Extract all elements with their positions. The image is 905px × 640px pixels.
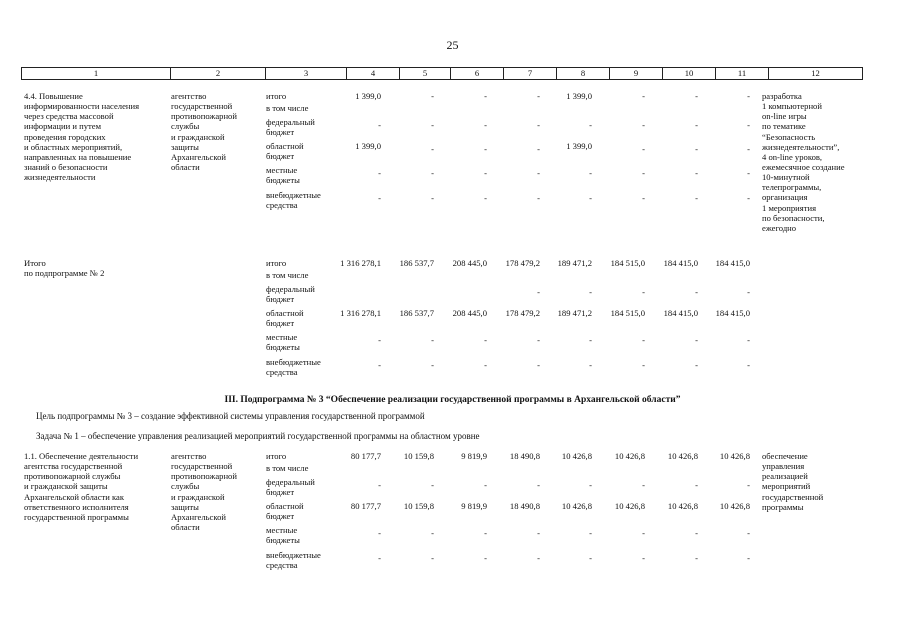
block-4-4-value: - — [642, 168, 645, 178]
block-total-sub2-value: 208 445,0 — [452, 308, 487, 318]
block-4-4-value: - — [431, 144, 434, 154]
block-total-sub2-value: - — [589, 335, 592, 345]
block-4-4-source-label: федеральный бюджет — [266, 117, 315, 138]
block-4-4-value: - — [378, 120, 381, 130]
block-1-1-executor: агентство государственной противопожарной службы и гражданской защиты Архангельской области — [171, 451, 237, 532]
block-1-1-value: - — [695, 480, 698, 490]
block-total-sub2-value: - — [747, 360, 750, 370]
block-1-1-source-label: внебюджетные средства — [266, 550, 321, 571]
block-total-sub2-value: - — [695, 335, 698, 345]
block-total-sub2-value: 186 537,7 — [399, 258, 434, 268]
block-1-1-value: - — [484, 480, 487, 490]
block-1-1-value: 10 426,8 — [614, 501, 645, 511]
block-total-sub2-value: - — [642, 287, 645, 297]
block-4-4-value: - — [378, 193, 381, 203]
block-1-1-source-label: местные бюджеты — [266, 525, 300, 546]
block-4-4-value: 1 399,0 — [566, 141, 592, 151]
block-4-4-result: разработка 1 компьютерной on-line игры по тематике “Безопасность жизнедеятельности”, 4 on-line уроков, ежемесячное создание 10-минутной телепрограммы, организация 1 мероприятия по безопасности, ежегодно — [762, 91, 845, 233]
block-total-sub2-value: - — [642, 360, 645, 370]
block-total-sub2-value: - — [537, 335, 540, 345]
block-4-4-value: 1 399,0 — [566, 91, 592, 101]
block-4-4-value: - — [484, 168, 487, 178]
block-1-1-value: - — [484, 528, 487, 538]
block-1-1-value: 80 177,7 — [350, 501, 381, 511]
block-4-4-value: - — [589, 168, 592, 178]
block-1-1-value: - — [642, 480, 645, 490]
block-4-4-value: - — [537, 168, 540, 178]
block-total-sub2-value: - — [378, 335, 381, 345]
block-4-4-source-label: итого — [266, 91, 287, 101]
col-header-12: 12 — [769, 68, 863, 80]
block-total-sub2-value: 189 471,2 — [557, 258, 592, 268]
block-1-1-value: 80 177,7 — [350, 451, 381, 461]
block-4-4-value: - — [747, 144, 750, 154]
block-total-sub2-value: - — [589, 360, 592, 370]
block-1-1-value: 10 426,8 — [614, 451, 645, 461]
block-1-1-value: - — [747, 480, 750, 490]
col-header-5: 5 — [400, 68, 451, 80]
goal-text: Цель подпрограммы № 3 – создание эффективной системы управления государственной программой — [36, 411, 425, 421]
block-4-4-value: 1 399,0 — [355, 91, 381, 101]
block-1-1-value: 18 490,8 — [509, 501, 540, 511]
block-total-sub2-value: - — [378, 360, 381, 370]
block-4-4-value: 1 399,0 — [355, 141, 381, 151]
block-1-1-value: - — [642, 553, 645, 563]
block-1-1-value: - — [589, 528, 592, 538]
block-4-4-source-label: областной бюджет — [266, 141, 304, 162]
block-1-1-value: - — [378, 553, 381, 563]
block-1-1-value: 10 159,8 — [403, 451, 434, 461]
block-4-4-value: - — [642, 91, 645, 101]
block-1-1-value: - — [537, 480, 540, 490]
block-4-4-source-label: местные бюджеты — [266, 165, 300, 186]
block-total-sub2-value: - — [589, 287, 592, 297]
block-1-1-value: 10 426,8 — [667, 501, 698, 511]
block-1-1-value: 18 490,8 — [509, 451, 540, 461]
block-1-1-value: - — [537, 528, 540, 538]
block-total-sub2-value: - — [747, 335, 750, 345]
block-total-sub2-value: - — [537, 287, 540, 297]
block-1-1-value: 10 426,8 — [561, 451, 592, 461]
block-4-4-value: - — [537, 91, 540, 101]
block-total-sub2-value: 184 415,0 — [663, 258, 698, 268]
block-total-sub2-value: 1 316 278,1 — [340, 308, 381, 318]
column-header-row — [21, 67, 863, 80]
block-4-4-value: - — [484, 193, 487, 203]
block-4-4-value: - — [431, 91, 434, 101]
block-4-4-value: - — [642, 193, 645, 203]
block-4-4-value: - — [695, 193, 698, 203]
block-total-sub2-value: - — [695, 287, 698, 297]
block-1-1-value: - — [695, 528, 698, 538]
block-1-1-value: - — [747, 528, 750, 538]
block-1-1-value: - — [378, 480, 381, 490]
block-total-sub2-value: 184 415,0 — [663, 308, 698, 318]
block-total-sub2-source-label: областной бюджет — [266, 308, 304, 329]
block-4-4-value: - — [747, 168, 750, 178]
block-4-4-value: - — [695, 168, 698, 178]
block-total-sub2-value: - — [695, 360, 698, 370]
block-1-1-result: обеспечение управления реализацией мероприятий государственной программы — [762, 451, 824, 512]
block-total-sub2-value: 208 445,0 — [452, 258, 487, 268]
block-total-sub2-value: 184 415,0 — [715, 258, 750, 268]
block-1-1-value: 10 426,8 — [719, 501, 750, 511]
block-1-1-value: - — [589, 553, 592, 563]
block-1-1-value: 10 426,8 — [561, 501, 592, 511]
page-number: 25 — [446, 38, 459, 52]
block-total-sub2-value: - — [642, 335, 645, 345]
block-1-1-source-label: областной бюджет — [266, 501, 304, 522]
block-1-1-value: - — [431, 480, 434, 490]
block-1-1-value: - — [484, 553, 487, 563]
block-4-4-value: - — [695, 144, 698, 154]
block-4-4-value: - — [537, 144, 540, 154]
block-4-4-activity: 4.4. Повышение информированности населения через средства массовой информации и путем проведения городских и областных мероприятий, направленных на повышение знаний о безопасности жизнедеятельности — [24, 91, 140, 183]
block-4-4-value: - — [484, 144, 487, 154]
block-1-1-value: - — [431, 553, 434, 563]
block-total-sub2-value: 189 471,2 — [557, 308, 592, 318]
block-4-4-executor: агентство государственной противопожарной службы и гражданской защиты Архангельской области — [171, 91, 237, 172]
col-header-4: 4 — [347, 68, 400, 80]
block-4-4-value: - — [484, 120, 487, 130]
block-4-4-value: - — [747, 120, 750, 130]
block-total-sub2-value: 184 515,0 — [610, 258, 645, 268]
block-total-sub2-value: - — [747, 287, 750, 297]
block-4-4-value: - — [642, 144, 645, 154]
block-1-1-value: - — [642, 528, 645, 538]
block-4-4-value: - — [589, 193, 592, 203]
col-header-2: 2 — [171, 68, 266, 80]
block-total-sub2-value: - — [484, 360, 487, 370]
block-4-4-value: - — [747, 91, 750, 101]
block-4-4-value: - — [431, 193, 434, 203]
section-title: III. Подпрограмма № 3 “Обеспечение реализации государственной программы в Архангельской области” — [224, 395, 681, 405]
block-1-1-source-label: итого — [266, 451, 287, 461]
block-1-1-value: - — [695, 553, 698, 563]
block-1-1-value: - — [589, 480, 592, 490]
block-1-1-source-label: федеральный бюджет — [266, 477, 315, 498]
block-total-sub2-value: - — [431, 335, 434, 345]
col-header-8: 8 — [557, 68, 610, 80]
block-1-1-activity: 1.1. Обеспечение деятельности агентства государственной противопожарной службы и гражданской защиты Архангельской области как ответственного исполнителя государственной программы — [24, 451, 139, 522]
block-total-sub2-value: - — [537, 360, 540, 370]
block-4-4-value: - — [431, 168, 434, 178]
block-1-1-value: 10 159,8 — [403, 501, 434, 511]
block-total-sub2-value: 184 415,0 — [715, 308, 750, 318]
col-header-11: 11 — [716, 68, 769, 80]
col-header-6: 6 — [451, 68, 504, 80]
block-total-sub2-value: 178 479,2 — [505, 258, 540, 268]
block-4-4-source-label: в том числе — [266, 103, 309, 113]
block-total-sub2-source-label: итого — [266, 258, 287, 268]
block-total-sub2-value: 184 515,0 — [610, 308, 645, 318]
block-1-1-value: - — [747, 553, 750, 563]
block-total-sub2-source-label: местные бюджеты — [266, 332, 300, 353]
block-4-4-value: - — [589, 120, 592, 130]
block-total-sub2-source-label: федеральный бюджет — [266, 284, 315, 305]
block-4-4-value: - — [642, 120, 645, 130]
block-1-1-value: - — [537, 553, 540, 563]
col-header-1: 1 — [22, 68, 171, 80]
block-1-1-source-label: в том числе — [266, 463, 309, 473]
block-total-sub2-value: - — [484, 335, 487, 345]
block-total-sub2-value: 1 316 278,1 — [340, 258, 381, 268]
block-total-sub2-value: 186 537,7 — [399, 308, 434, 318]
task-text: Задача № 1 – обеспечение управления реализацией мероприятий государственной программы на областном уровне — [36, 431, 480, 441]
block-total-sub2-value: - — [431, 360, 434, 370]
col-header-9: 9 — [610, 68, 663, 80]
block-1-1-value: 10 426,8 — [719, 451, 750, 461]
col-header-3: 3 — [266, 68, 347, 80]
block-1-1-value: 10 426,8 — [667, 451, 698, 461]
block-4-4-value: - — [431, 120, 434, 130]
block-4-4-source-label: внебюджетные средства — [266, 190, 321, 211]
col-header-7: 7 — [504, 68, 557, 80]
block-total-sub2-source-label: в том числе — [266, 270, 309, 280]
block-total-sub2-source-label: внебюджетные средства — [266, 357, 321, 378]
block-1-1-value: 9 819,9 — [461, 451, 487, 461]
block-4-4-value: - — [378, 168, 381, 178]
block-total-sub2-activity: Итого по подпрограмме № 2 — [24, 258, 105, 279]
block-4-4-value: - — [484, 91, 487, 101]
block-1-1-value: - — [431, 528, 434, 538]
col-header-10: 10 — [663, 68, 716, 80]
block-4-4-value: - — [695, 91, 698, 101]
block-total-sub2-value: 178 479,2 — [505, 308, 540, 318]
block-4-4-value: - — [537, 120, 540, 130]
block-4-4-value: - — [747, 193, 750, 203]
block-4-4-value: - — [537, 193, 540, 203]
block-1-1-value: 9 819,9 — [461, 501, 487, 511]
block-4-4-value: - — [695, 120, 698, 130]
block-1-1-value: - — [378, 528, 381, 538]
